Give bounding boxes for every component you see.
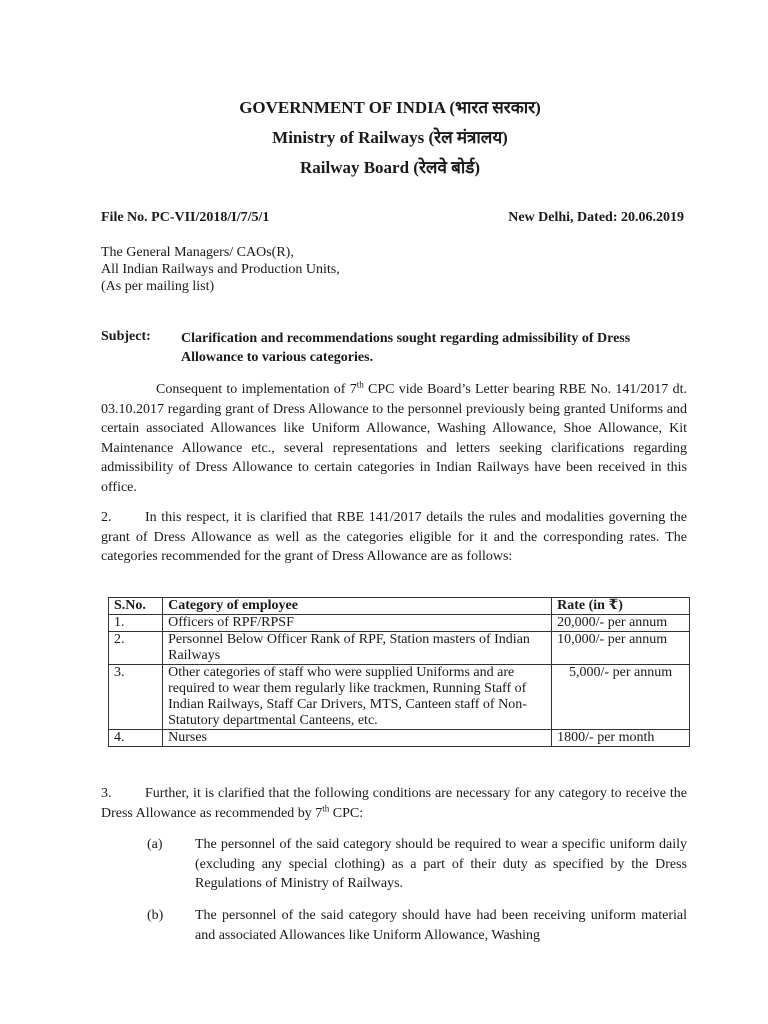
cell-rate: 5,000/- per annum [552, 665, 690, 730]
condition-text: The personnel of the said category should have had been receiving uniform material and associated Allowances like Uniform Allowance, Washing [195, 908, 687, 943]
header-board: Railway Board (रेलवे बोर्ड) [299, 158, 481, 177]
addressee-line: The General Managers/ CAOs(R), [101, 245, 294, 260]
cell-category: Other categories of staff who were supplied Uniforms and are required to wear them regularly like trackmen, Running Staff of Indian Railways, Staff Car Drivers, MTS, Canteen staff of Non-Statutory departmental Canteens, etc. [163, 665, 552, 730]
table-row [109, 615, 690, 632]
addressee-block [101, 244, 340, 295]
table-row [109, 730, 690, 747]
table-row [109, 665, 690, 730]
paragraph-2 [101, 508, 687, 567]
dress-allowance-table [108, 597, 690, 747]
paragraph-3-text: Further, it is clarified that the following conditions are necessary for any category to receive the Dress Allowance as recommended by 7 [101, 786, 687, 821]
cell-rate: 20,000/- per annum [552, 615, 690, 632]
table-header-row [109, 598, 690, 615]
addressee-line: (As per mailing list) [101, 279, 215, 294]
cell-sno: 1. [109, 615, 163, 632]
column-header-category: Category of employee [163, 598, 552, 615]
cell-category: Nurses [163, 730, 552, 747]
cell-sno: 3. [109, 665, 163, 730]
subject-text: Clarification and recommendations sought regarding admissibility of Dress Allowance to various categories. [181, 331, 631, 365]
paragraph-3-rest: CPC: [329, 805, 364, 821]
paragraph-1 [101, 380, 687, 497]
condition-label: (a) [147, 837, 163, 852]
cell-rate: 10,000/- per annum [552, 632, 690, 665]
addressee-line: All Indian Railways and Production Units, [101, 262, 340, 277]
condition-text: The personnel of the said category should be required to wear a specific uniform daily (excluding any special clothing) as a part of their duty as specified by the Dress Regulations of Ministry of Railways. [195, 837, 687, 891]
paragraph-number: 3. [101, 786, 112, 801]
paragraph-1-rest: CPC vide Board’s Letter bearing RBE No. 141/2017 dt. 03.10.2017 regarding grant of Dress Allowance to the personnel previously being granted Uniforms and certain associated Allowances like Uniform Allowance, Washing Allowance, Shoe Allowance, Kit Maintenance Allowance etc., several representations and letters seeking clarifications regarding admissibility of Dress Allowance to certain categories in Indian Railways have been received in this office. [101, 382, 687, 495]
file-number: File No. PC-VII/2018/I/7/5/1 [101, 210, 270, 225]
superscript: th [356, 379, 364, 390]
cell-rate: 1800/- per month [552, 730, 690, 747]
cell-category: Personnel Below Officer Rank of RPF, Station masters of Indian Railways [163, 632, 552, 665]
paragraph-number: 2. [101, 510, 112, 525]
column-header-sno: S.No. [109, 598, 163, 615]
paragraph-1-start: Consequent to implementation of 7 [156, 382, 357, 397]
cell-sno: 4. [109, 730, 163, 747]
table-row [109, 632, 690, 665]
header-ministry: Ministry of Railways (रेल मंत्रालय) [272, 128, 508, 147]
column-header-rate: Rate (in ₹) [552, 598, 690, 615]
paragraph-2-text: In this respect, it is clarified that RBE 141/2017 details the rules and modalities governing the grant of Dress Allowance as well as the categories eligible for it and the corresponding rates. The categories recommended for the grant of Dress Allowance are as follows: [101, 510, 687, 564]
paragraph-3 [101, 784, 687, 823]
header-government: GOVERNMENT OF INDIA (भारत सरकार) [239, 98, 541, 117]
condition-label: (b) [147, 908, 164, 923]
cell-sno: 2. [109, 632, 163, 665]
date-line: New Delhi, Dated: 20.06.2019 [508, 210, 684, 225]
superscript: th [322, 802, 330, 813]
cell-category: Officers of RPF/RPSF [163, 615, 552, 632]
subject-label: Subject: [101, 329, 151, 344]
